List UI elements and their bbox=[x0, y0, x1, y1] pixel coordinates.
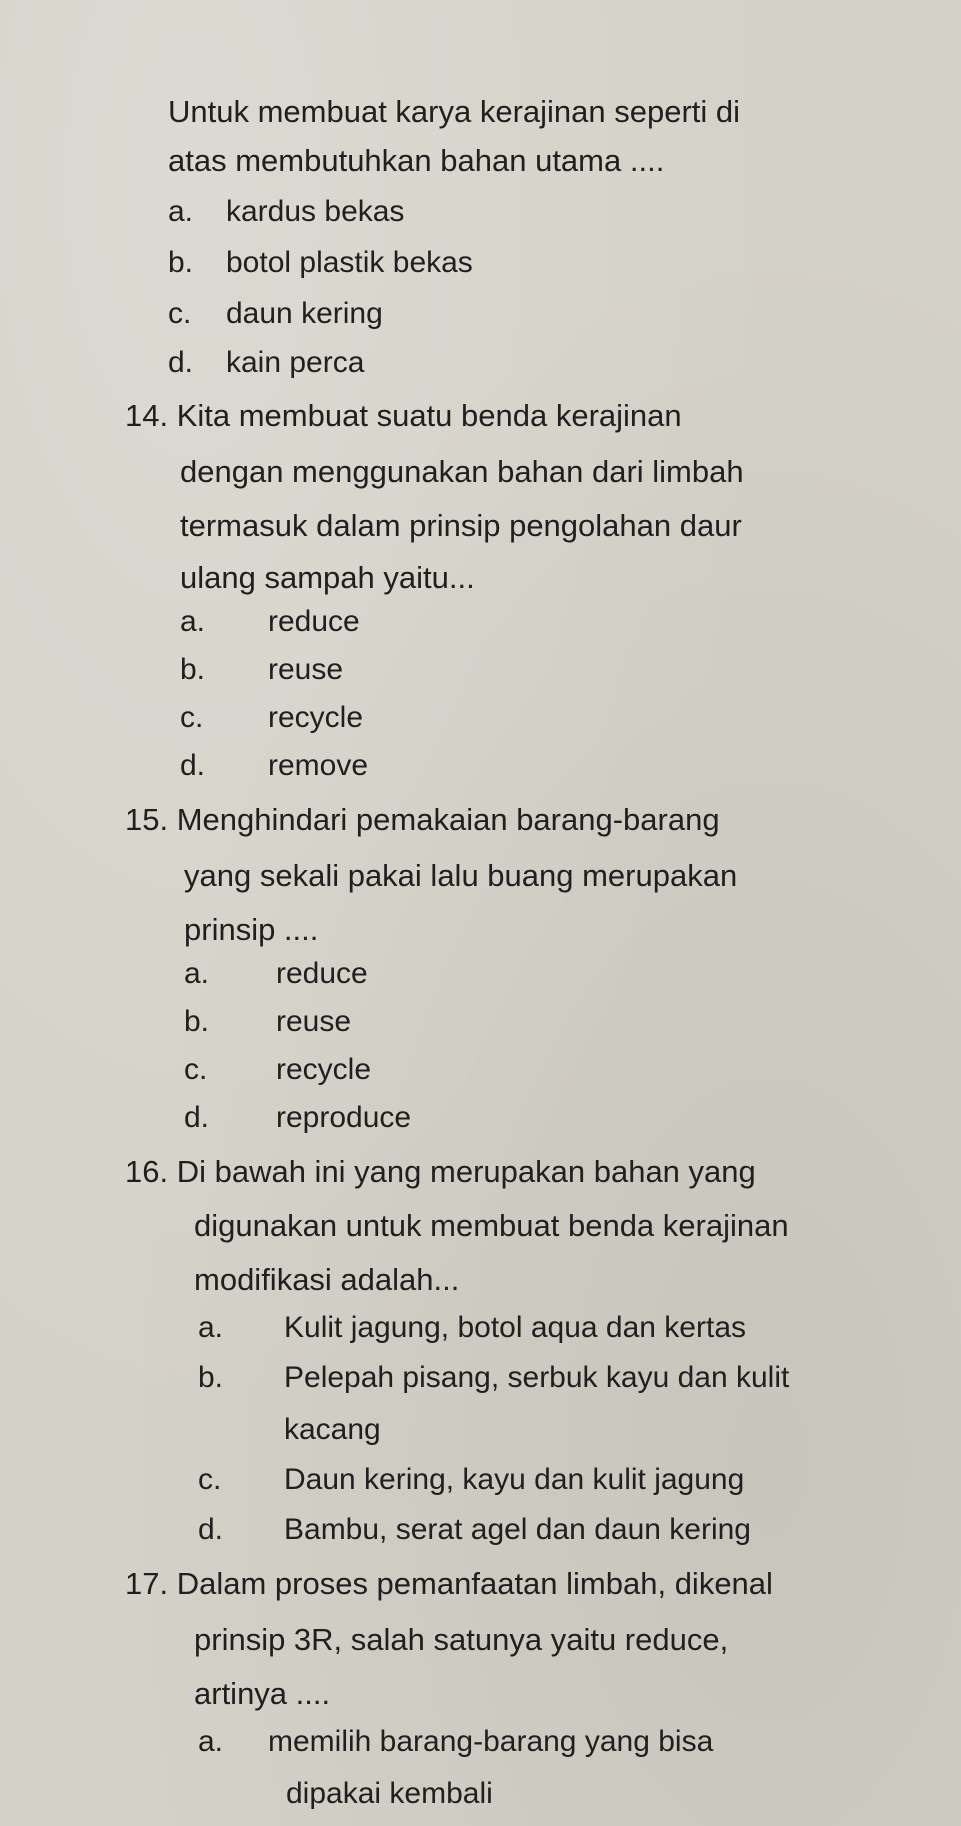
q14-option-b-text: reuse bbox=[268, 653, 344, 686]
q14-option-b-letter: b. bbox=[180, 653, 206, 686]
q15-option-d-letter: d. bbox=[184, 1101, 210, 1134]
q17-stem-line-3: artinya .... bbox=[194, 1676, 331, 1711]
q14-option-d-text: remove bbox=[268, 749, 369, 782]
q17-option-a-letter: a. bbox=[198, 1725, 224, 1758]
q15-option-c-letter: c. bbox=[184, 1053, 208, 1086]
q14-stem-line-2: dengan menggunakan bahan dari limbah bbox=[180, 454, 744, 489]
q15-option-a-text: reduce bbox=[276, 957, 368, 990]
q15-stem-line-2: yang sekali pakai lalu buang merupakan bbox=[184, 858, 738, 893]
q16-option-a-letter: a. bbox=[198, 1311, 224, 1344]
q16-option-d-letter: d. bbox=[198, 1513, 224, 1546]
q16-option-c-text: Daun kering, kayu dan kulit jagung bbox=[284, 1463, 745, 1496]
q17-option-a-text: memilih barang-barang yang bisa bbox=[268, 1725, 714, 1758]
q14-option-a-text: reduce bbox=[268, 605, 360, 638]
q14-stem-line-4: ulang sampah yaitu... bbox=[180, 560, 475, 595]
q16-stem-line-1: 16. Di bawah ini yang merupakan bahan yang bbox=[125, 1154, 756, 1189]
q14-stem-line-1: 14. Kita membuat suatu benda kerajinan bbox=[125, 398, 682, 433]
q14-option-d-letter: d. bbox=[180, 749, 206, 782]
q15-option-a-letter: a. bbox=[184, 957, 210, 990]
q15-option-b-letter: b. bbox=[184, 1005, 210, 1038]
q13-option-b-letter: b. bbox=[168, 246, 194, 279]
q16-option-d-text: Bambu, serat agel dan daun kering bbox=[284, 1513, 751, 1546]
q14-option-c-text: recycle bbox=[268, 701, 364, 734]
q16-option-c-letter: c. bbox=[198, 1463, 222, 1496]
q13-option-d-text: kain perca bbox=[226, 346, 365, 379]
q13-option-b-text: botol plastik bekas bbox=[226, 246, 473, 279]
q17-stem-line-1: 17. Dalam proses pemanfaatan limbah, dikenal bbox=[125, 1566, 773, 1601]
q16-option-b-letter: b. bbox=[198, 1361, 224, 1394]
q13-option-d-letter: d. bbox=[168, 346, 194, 379]
q17-stem-line-2: prinsip 3R, salah satunya yaitu reduce, bbox=[194, 1622, 729, 1657]
q15-option-c-text: recycle bbox=[276, 1053, 372, 1086]
q13-stem-line-1: Untuk membuat karya kerajinan seperti di bbox=[168, 94, 741, 129]
q13-option-c-text: daun kering bbox=[226, 297, 383, 330]
q16-option-b-text: Pelepah pisang, serbuk kayu dan kulit bbox=[284, 1361, 790, 1394]
q14-stem-line-3: termasuk dalam prinsip pengolahan daur bbox=[180, 508, 742, 543]
q14-option-a-letter: a. bbox=[180, 605, 206, 638]
q16-option-a-text: Kulit jagung, botol aqua dan kertas bbox=[284, 1311, 746, 1344]
q15-option-d-text: reproduce bbox=[276, 1101, 412, 1134]
q15-option-b-text: reuse bbox=[276, 1005, 352, 1038]
q15-stem-line-1: 15. Menghindari pemakaian barang-barang bbox=[125, 802, 720, 837]
q17-option-a-text-cont: dipakai kembali bbox=[286, 1777, 493, 1810]
q16-stem-line-2: digunakan untuk membuat benda kerajinan bbox=[194, 1208, 789, 1243]
q16-option-b-text-cont: kacang bbox=[284, 1413, 381, 1446]
q14-option-c-letter: c. bbox=[180, 701, 204, 734]
q13-stem-line-2: atas membutuhkan bahan utama .... bbox=[168, 143, 665, 178]
q13-option-c-letter: c. bbox=[168, 297, 192, 330]
q16-stem-line-3: modifikasi adalah... bbox=[194, 1262, 460, 1297]
q15-stem-line-3: prinsip .... bbox=[184, 912, 319, 947]
q13-option-a-letter: a. bbox=[168, 195, 194, 228]
q13-option-a-text: kardus bekas bbox=[226, 195, 405, 228]
